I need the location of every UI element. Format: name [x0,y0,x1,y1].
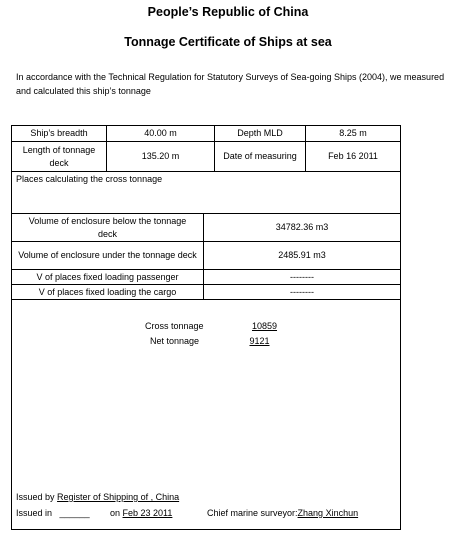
surveyor-value: Zhang Xinchun [297,508,359,518]
certificate-title: Tonnage Certificate of Ships at sea [124,35,332,49]
date-label: Date of measuring [215,142,306,171]
row-breadth-depth [12,126,400,142]
surveyor-label: Chief marine surveyor: [207,508,298,518]
length-value: 135.20 m [107,142,215,171]
issued-by-line [16,492,179,502]
on-value: Feb 23 2011 [122,508,173,518]
depth-label: Depth MLD [215,126,306,141]
issued-in-line [16,508,90,518]
cross-tonnage-value: 10859 [251,321,278,331]
row-volume-under [12,242,400,270]
issued-in-blank: ______ [59,508,90,518]
row-passenger [12,270,400,285]
certificate-table [11,125,401,530]
cross-tonnage-label: Cross tonnage [145,321,204,331]
cargo-label: V of places fixed loading the cargo [12,285,204,299]
row-length-date [12,142,400,172]
country-heading: People’s Republic of China [147,5,309,19]
issued-by-label: Issued by [16,492,55,502]
on-label: on [110,508,121,518]
volume-below-label: Volume of enclosure below the tonnage deck [12,214,204,241]
issued-on-line [110,508,172,518]
row-volume-below [12,214,400,242]
issued-by-value: Register of Shipping of , China [57,492,180,502]
net-tonnage-label: Net tonnage [150,336,200,346]
row-places-cross [12,172,400,214]
volume-below-value: 34782.36 m3 [275,222,329,232]
row-cargo [12,285,400,300]
intro-paragraph: In accordance with the Technical Regulation for Statutory Surveys of Sea-going Ships (2004), we measured and calculated this ship’s tonnage [16,72,445,96]
breadth-value: 40.00 m [107,126,215,141]
net-tonnage-value: 9121 [249,336,270,346]
places-cross-label: Places calculating the cross tonnage [16,174,163,184]
date-value: Feb 16 2011 [328,151,378,161]
breadth-label: Ship’s breadth [12,126,107,141]
length-label: Length of tonnage deck [12,142,107,171]
volume-under-label: Volume of enclosure under the tonnage deck [12,242,204,269]
volume-under-value: 2485.91 m3 [278,250,326,260]
passenger-value: -------- [290,271,314,282]
surveyor-line [207,508,358,518]
passenger-label: V of places fixed loading passenger [12,270,204,284]
issued-in-label: Issued in [16,508,53,518]
depth-value: 8.25 m [339,128,367,138]
cargo-value: -------- [290,286,314,297]
